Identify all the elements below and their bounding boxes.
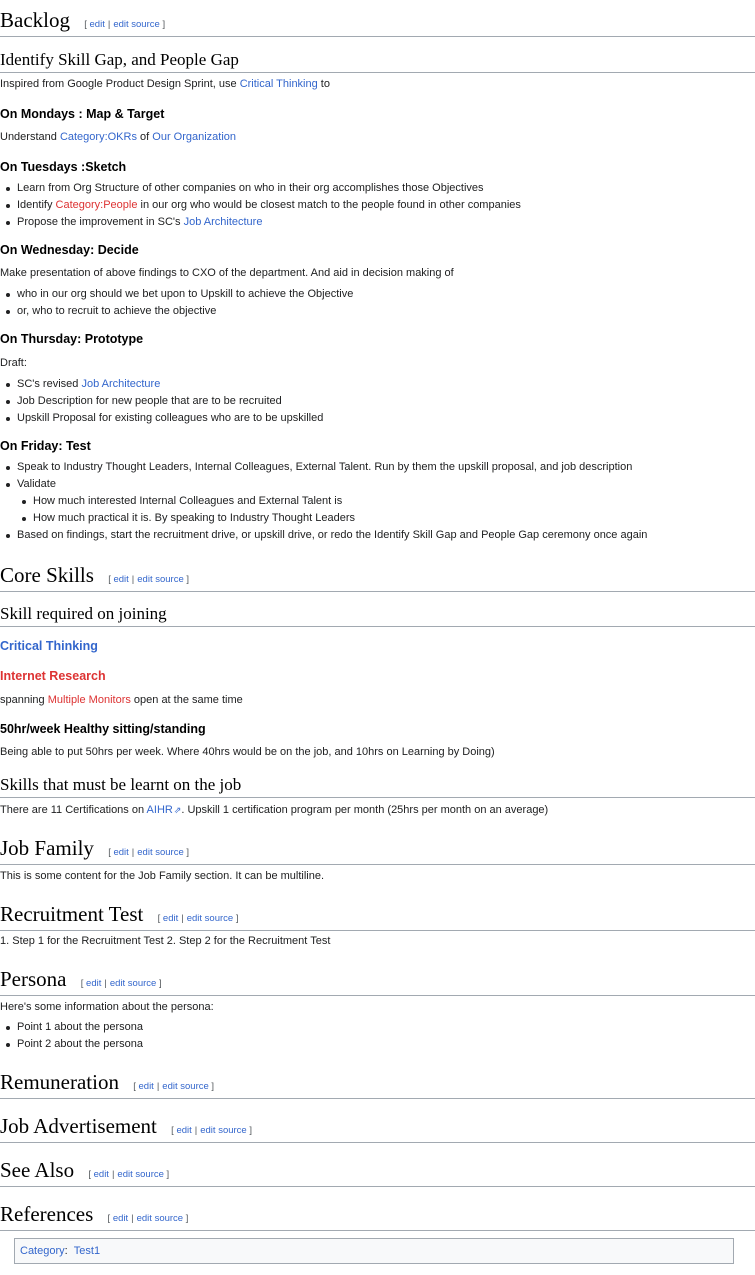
list-item bbox=[17, 214, 755, 231]
heading-persona-text: Persona bbox=[0, 967, 67, 991]
heading-references bbox=[0, 1202, 755, 1231]
validate-sublist bbox=[17, 493, 755, 527]
section-remuneration bbox=[0, 1070, 755, 1099]
thursday-list bbox=[0, 376, 755, 427]
item-text: in our org who would be closest match to the people found in other companies bbox=[137, 199, 521, 212]
edit-section-links bbox=[108, 574, 189, 585]
heading-healthy: 50hr/week Healthy sitting/standing bbox=[0, 722, 206, 736]
edit-section-links bbox=[171, 1125, 252, 1136]
edit-link[interactable]: edit bbox=[113, 574, 129, 585]
separator: | bbox=[181, 913, 184, 924]
heading-persona bbox=[0, 967, 755, 996]
heading-references-text: References bbox=[0, 1202, 94, 1226]
separator: | bbox=[156, 1081, 160, 1092]
subsection-skill-required bbox=[0, 604, 755, 627]
list-item: How much interested Internal Colleagues and External Talent is bbox=[33, 493, 755, 510]
section-persona bbox=[0, 967, 755, 996]
list-item: or, who to recruit to achieve the objective bbox=[17, 303, 755, 320]
critical-thinking-link[interactable]: Critical Thinking bbox=[239, 78, 318, 90]
bracket-open: [ bbox=[80, 978, 84, 989]
intro-text: Inspired from Google Product Design Sprint, use bbox=[0, 78, 240, 90]
section-see-also bbox=[0, 1158, 755, 1187]
heading-tuesday: On Tuesdays :Sketch bbox=[0, 160, 127, 174]
separator: | bbox=[104, 978, 107, 989]
list-item bbox=[17, 476, 755, 527]
wednesday-list bbox=[0, 286, 755, 320]
category-links-box bbox=[14, 1238, 734, 1264]
persona-paragraph: Here's some information about the persona: bbox=[0, 1001, 214, 1013]
friday-list bbox=[0, 459, 755, 544]
section-references bbox=[0, 1202, 755, 1231]
section-job-advertisement bbox=[0, 1114, 755, 1143]
subsection-learnt-on-job bbox=[0, 775, 755, 798]
bracket-open: [ bbox=[157, 913, 161, 924]
list-item: Point 1 about the persona bbox=[17, 1019, 755, 1036]
job-architecture-link[interactable]: Job Architecture bbox=[183, 216, 263, 229]
heading-job-family bbox=[0, 836, 755, 865]
bracket-close: ] bbox=[162, 19, 166, 30]
bracket-close: ] bbox=[211, 1081, 215, 1092]
monday-paragraph bbox=[0, 130, 755, 145]
edit-link[interactable]: edit bbox=[93, 1169, 109, 1180]
list-item: How much practical it is. By speaking to Industry Thought Leaders bbox=[33, 510, 755, 527]
heading-identify-gap: Identify Skill Gap, and People Gap bbox=[0, 50, 755, 73]
bracket-open: [ bbox=[171, 1125, 174, 1136]
edit-section-links bbox=[88, 1169, 169, 1180]
bracket-close: ] bbox=[186, 574, 190, 585]
list-item: Upskill Proposal for existing colleagues who are to be upskilled bbox=[17, 410, 755, 427]
our-organization-link[interactable]: Our Organization bbox=[152, 131, 237, 143]
bracket-close: ] bbox=[185, 1213, 189, 1224]
heading-remuneration-text: Remuneration bbox=[0, 1070, 119, 1094]
item-text: Propose the improvement in SC's bbox=[17, 216, 184, 229]
subsection-identify-gap bbox=[0, 50, 755, 73]
separator: | bbox=[131, 1213, 134, 1224]
bracket-close: ] bbox=[235, 913, 239, 924]
category-okrs-link[interactable]: Category:OKRs bbox=[59, 131, 137, 143]
separator: | bbox=[111, 1169, 115, 1180]
external-link-icon: ⇗ bbox=[173, 805, 182, 815]
heading-remuneration bbox=[0, 1070, 755, 1099]
edit-source-link[interactable]: edit source bbox=[186, 913, 234, 924]
list-item: Based on findings, start the recruitment drive, or upskill drive, or redo the Identify Skill Gap and People Gap ceremony once again bbox=[17, 527, 755, 544]
edit-source-link[interactable]: edit source bbox=[117, 1169, 164, 1180]
edit-link[interactable]: edit bbox=[86, 978, 102, 989]
list-item bbox=[17, 376, 755, 393]
list-item bbox=[17, 197, 755, 214]
heading-backlog bbox=[0, 8, 755, 37]
bracket-open: [ bbox=[88, 1169, 91, 1180]
persona-list bbox=[0, 1019, 755, 1053]
edit-link[interactable]: edit bbox=[113, 847, 129, 858]
list-item: Learn from Org Structure of other companies on who in their org accomplishes those Objectives bbox=[17, 180, 755, 197]
bracket-close: ] bbox=[186, 847, 190, 858]
monday-text-mid: of bbox=[136, 131, 153, 143]
job-family-paragraph: This is some content for the Job Family section. It can be multiline. bbox=[0, 870, 325, 882]
category-label-link[interactable]: Category bbox=[20, 1245, 65, 1257]
separator: | bbox=[131, 847, 135, 858]
critical-thinking-heading-link[interactable]: Critical Thinking bbox=[0, 639, 98, 653]
heading-core-skills bbox=[0, 563, 755, 592]
edit-link[interactable]: edit bbox=[138, 1081, 154, 1092]
heading-job-advertisement bbox=[0, 1114, 755, 1143]
intro-tail: to bbox=[317, 78, 330, 90]
bracket-open: [ bbox=[107, 1213, 111, 1224]
edit-source-link[interactable]: edit source bbox=[136, 1213, 184, 1224]
category-test1-link[interactable]: Test1 bbox=[73, 1245, 101, 1257]
heading-job-family-text: Job Family bbox=[0, 836, 94, 860]
item-text: SC's revised bbox=[17, 378, 82, 390]
heading-core-skills-text: Core Skills bbox=[0, 563, 94, 587]
section-backlog bbox=[0, 8, 755, 37]
heading-recruitment-test-text: Recruitment Test bbox=[0, 902, 144, 926]
bracket-open: [ bbox=[84, 19, 87, 30]
section-job-family bbox=[0, 836, 755, 865]
recruitment-test-paragraph: 1. Step 1 for the Recruitment Test 2. Step 2 for the Recruitment Test bbox=[0, 935, 331, 947]
internet-research-heading-link[interactable]: Internet Research bbox=[0, 669, 106, 683]
tuesday-list bbox=[0, 180, 755, 231]
list-item: Job Description for new people that are to be recruited bbox=[17, 393, 755, 410]
edit-source-link[interactable]: edit source bbox=[200, 1125, 247, 1136]
section-core-skills bbox=[0, 563, 755, 592]
list-item: Speak to Industry Thought Leaders, Internal Colleagues, External Talent. Run by them the upskill proposal, and job description bbox=[17, 459, 755, 476]
heading-backlog-text: Backlog bbox=[0, 8, 70, 32]
item-text: Identify bbox=[17, 199, 56, 212]
heading-see-also bbox=[0, 1158, 755, 1187]
edit-link[interactable]: edit bbox=[89, 19, 105, 30]
heading-see-also-text: See Also bbox=[0, 1158, 75, 1182]
edit-source-link[interactable]: edit source bbox=[137, 847, 184, 858]
heading-learnt-on-job: Skills that must be learnt on the job bbox=[0, 775, 755, 798]
bracket-open: [ bbox=[108, 574, 111, 585]
heading-monday: On Mondays : Map & Target bbox=[0, 107, 165, 121]
separator: | bbox=[194, 1125, 198, 1136]
edit-section-links bbox=[84, 19, 165, 30]
category-colon: : bbox=[64, 1245, 68, 1257]
aihr-link[interactable]: AIHR bbox=[146, 804, 173, 816]
section-recruitment-test bbox=[0, 902, 755, 931]
separator: | bbox=[107, 19, 111, 30]
bracket-open: [ bbox=[133, 1081, 136, 1092]
list-item: who in our org should we bet upon to Upskill to achieve the Objective bbox=[17, 286, 755, 303]
edit-section-links bbox=[133, 1081, 214, 1092]
edit-source-link[interactable]: edit source bbox=[113, 19, 160, 30]
edit-link[interactable]: edit bbox=[112, 1213, 129, 1224]
bracket-close: ] bbox=[166, 1169, 170, 1180]
category-people-link[interactable]: Category:People bbox=[55, 199, 138, 212]
edit-section-links bbox=[81, 978, 162, 989]
edit-source-link[interactable]: edit source bbox=[162, 1081, 209, 1092]
item-text: Validate bbox=[17, 478, 56, 491]
multiple-monitors-link[interactable]: Multiple Monitors bbox=[47, 694, 131, 706]
edit-section-links bbox=[158, 913, 239, 924]
bracket-close: ] bbox=[158, 978, 162, 989]
wednesday-paragraph: Make presentation of above findings to CXO of the department. And aid in decision making of bbox=[0, 267, 454, 279]
edit-section-links bbox=[108, 847, 189, 858]
certifications-paragraph bbox=[0, 803, 755, 818]
healthy-paragraph: Being able to put 50hrs per week. Where 40hrs would be on the job, and 10hrs on Learning by Doing) bbox=[0, 746, 495, 758]
heading-job-advertisement-text: Job Advertisement bbox=[0, 1114, 157, 1138]
heading-thursday: On Thursday: Prototype bbox=[0, 332, 144, 346]
certifications-tail: . Upskill 1 certification program per month (25hrs per month on an average) bbox=[181, 804, 549, 816]
heading-friday: On Friday: Test bbox=[0, 439, 91, 453]
certifications-text: There are 11 Certifications on bbox=[0, 804, 147, 816]
thursday-paragraph: Draft: bbox=[0, 357, 27, 369]
heading-skill-required: Skill required on joining bbox=[0, 604, 755, 627]
spanning-paragraph bbox=[0, 693, 755, 708]
edit-section-links bbox=[108, 1213, 189, 1224]
intro-paragraph bbox=[0, 77, 755, 92]
heading-wednesday: On Wednesday: Decide bbox=[0, 243, 139, 257]
bracket-open: [ bbox=[108, 847, 111, 858]
separator: | bbox=[131, 574, 135, 585]
monday-text: Understand bbox=[0, 131, 60, 143]
edit-source-link[interactable]: edit source bbox=[109, 978, 157, 989]
spanning-tail: open at the same time bbox=[130, 694, 243, 706]
edit-link[interactable]: edit bbox=[162, 913, 179, 924]
heading-recruitment-test bbox=[0, 902, 755, 931]
edit-link[interactable]: edit bbox=[176, 1125, 192, 1136]
job-architecture-link[interactable]: Job Architecture bbox=[81, 378, 161, 390]
spanning-text: spanning bbox=[0, 694, 48, 706]
edit-source-link[interactable]: edit source bbox=[137, 574, 184, 585]
list-item: Point 2 about the persona bbox=[17, 1036, 755, 1053]
bracket-close: ] bbox=[249, 1125, 252, 1136]
